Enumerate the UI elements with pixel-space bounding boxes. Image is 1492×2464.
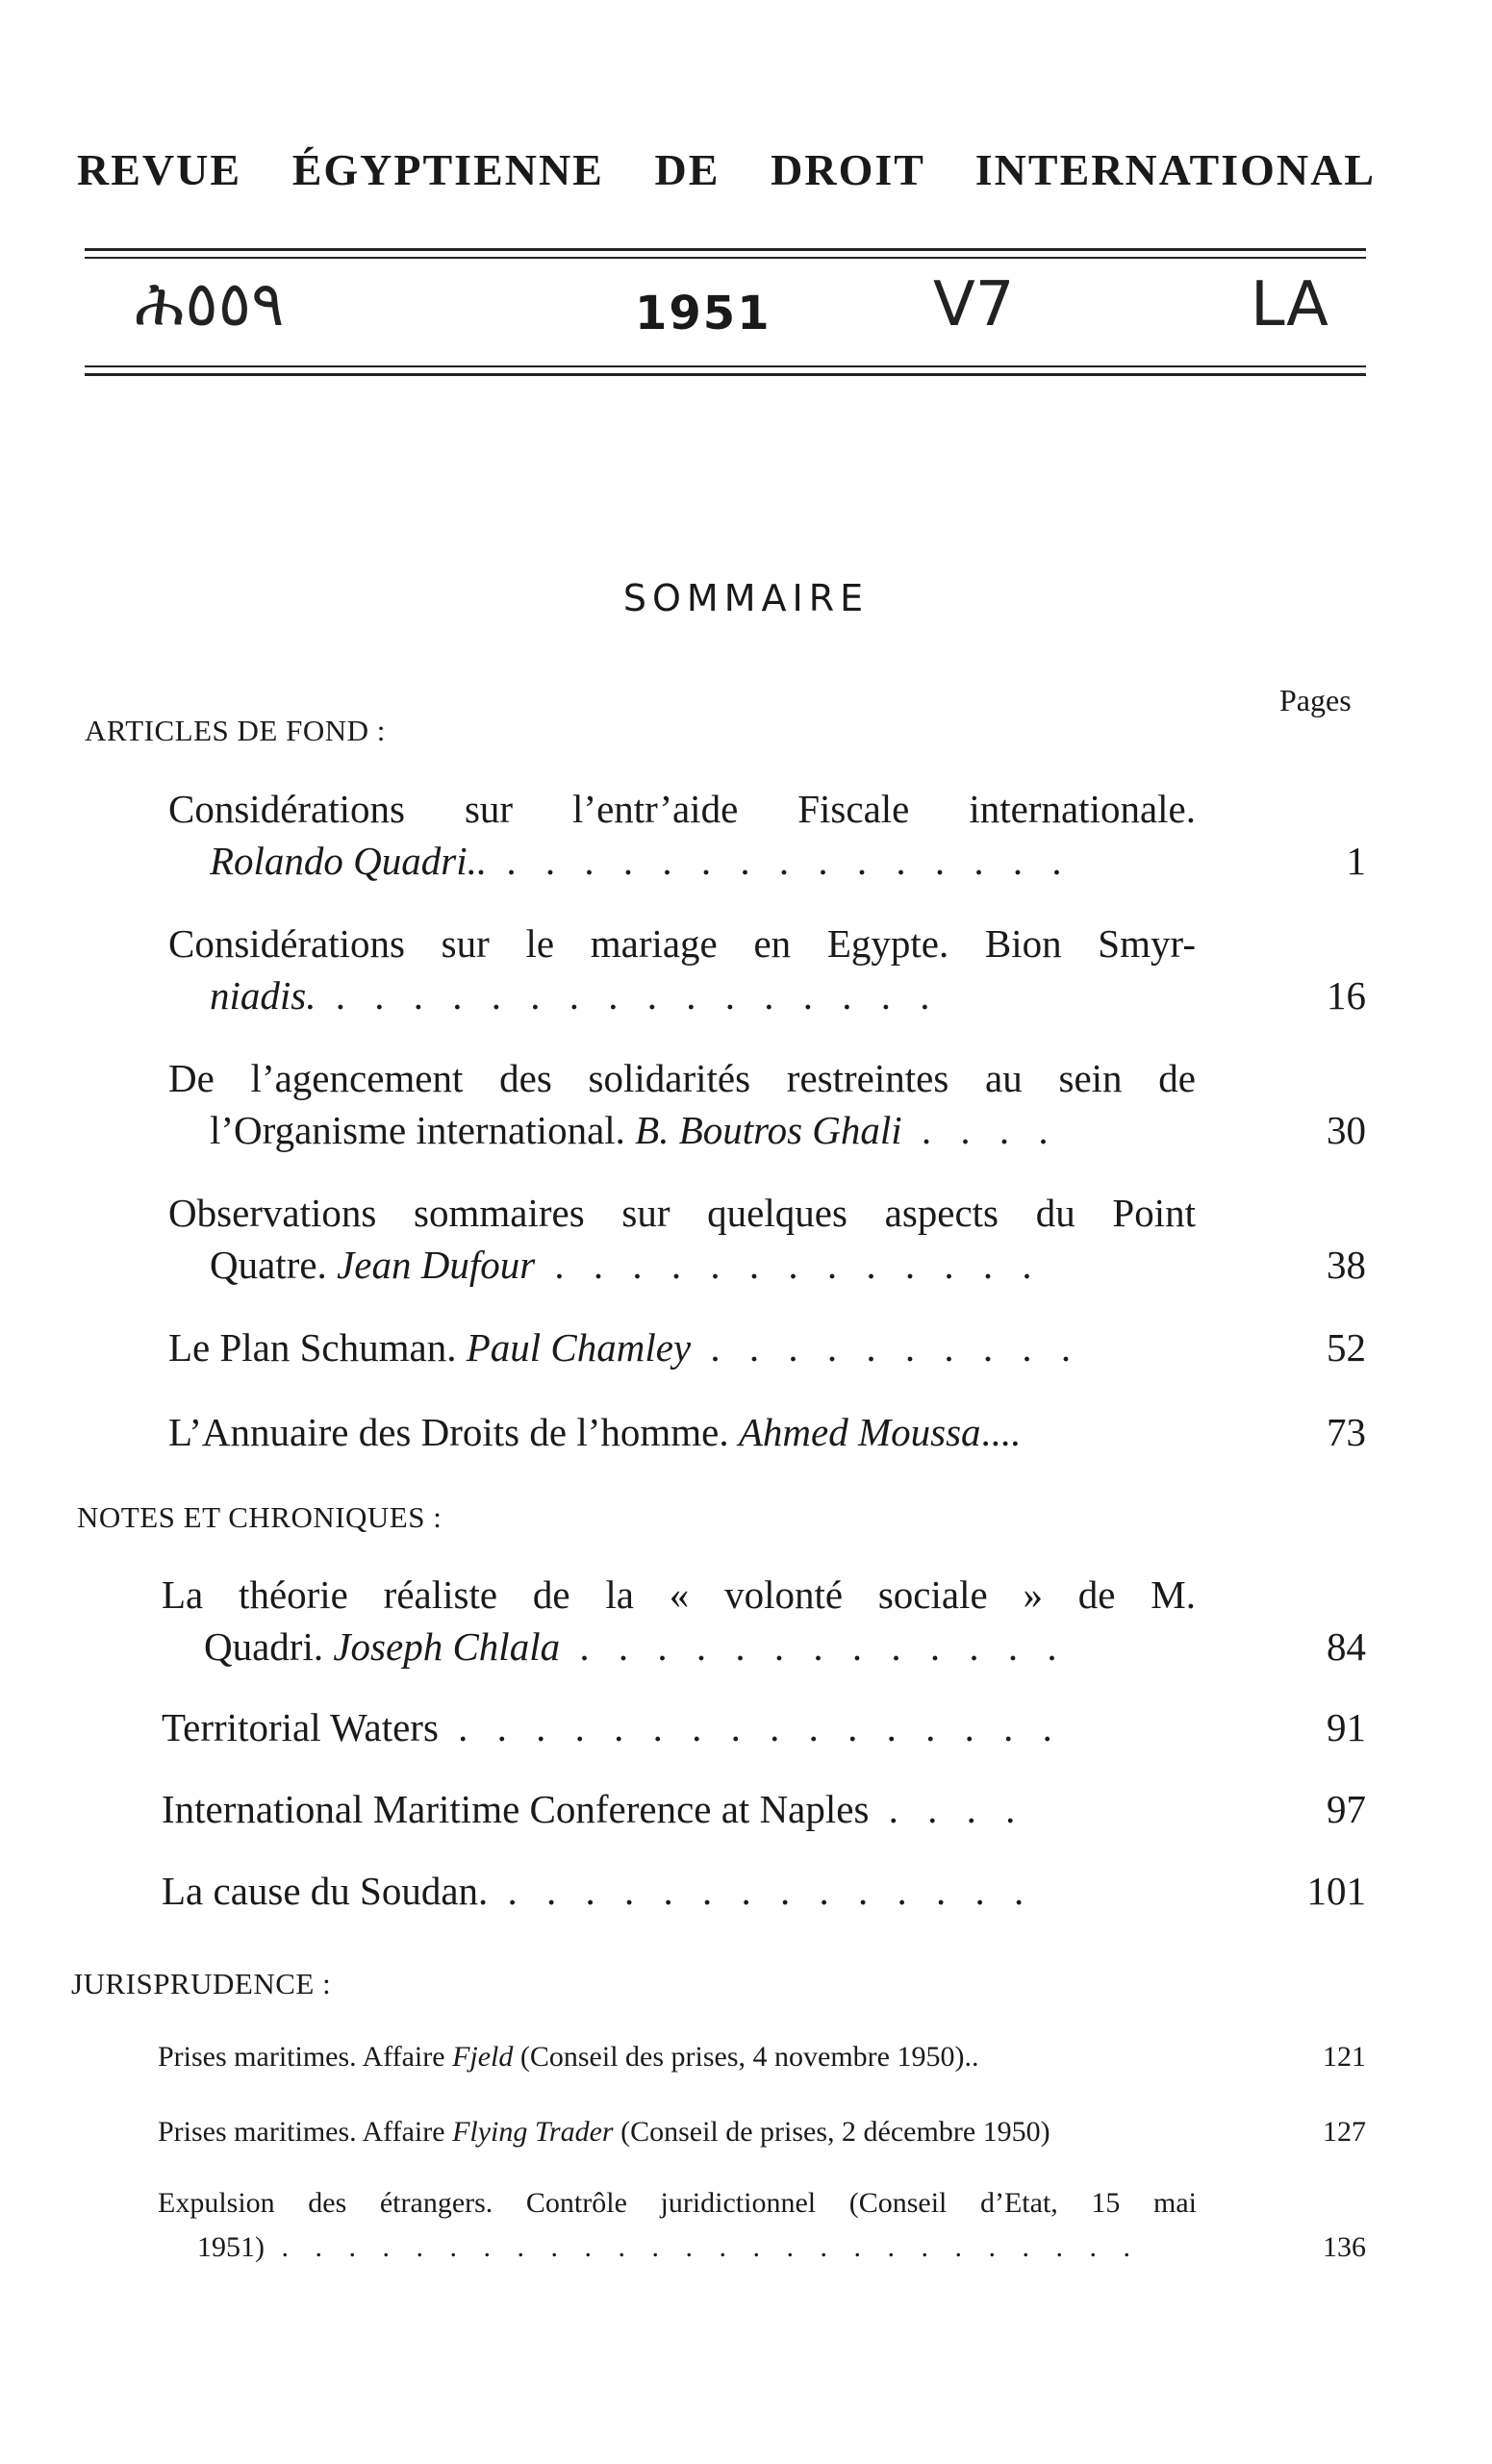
entry-title: Observations sommaires sur quelques aspects du Point (168, 1191, 1196, 1235)
entry-title-text: Territorial Waters (162, 1705, 439, 1749)
entry-title-continued: l’Organisme international. (210, 1108, 636, 1152)
leader-dots: . . . . (869, 1787, 1025, 1831)
entry-page-number: 84 (1327, 1624, 1366, 1669)
case-name: Flying Trader (452, 2116, 614, 2148)
entry-title (158, 2112, 1206, 2152)
entry-title (162, 1866, 1196, 1916)
leader-dots: . . . . . . . . . . . . . . . . (316, 973, 940, 1018)
summary-title: SOMMAIRE (622, 577, 870, 619)
entry-title: Expulsion des étrangers. Contrôle juridictionnel (Conseil d’Etat, 15 mai (158, 2187, 1197, 2219)
entry-second-line (210, 970, 1196, 1020)
entry-second-line (210, 1105, 1196, 1155)
entry-title-continued: (Conseil de prises, 2 décembre 1950) (613, 2116, 1050, 2148)
entry-title-text: International Maritime Conference at Naples (162, 1787, 870, 1831)
entry-author: Ahmed Moussa (738, 1410, 981, 1454)
leader-dots: . . . . . . . . . . (691, 1325, 1081, 1370)
entry-title-text: Le Plan Schuman. (168, 1325, 467, 1370)
leader-dots: .... (980, 1410, 1021, 1454)
entry-author: Rolando Quadri.. (210, 839, 488, 883)
leader-dots: . . . . . . . . . . . . . . . (487, 839, 1072, 883)
leader-dots: . . . . (901, 1108, 1058, 1152)
section-articles-heading: ARTICLES DE FOND : (85, 714, 386, 747)
entry-page-number: 136 (1323, 2231, 1366, 2263)
entry-second-line (197, 2227, 1197, 2268)
entry-title (168, 1407, 1196, 1457)
entry-page-number: 91 (1327, 1705, 1366, 1749)
entry-title-continued: 1951) (197, 2231, 265, 2263)
entry-author: Jean Dufour (337, 1243, 536, 1287)
case-name: Fjeld (452, 2041, 514, 2073)
handwritten-note-volume: V7 (933, 269, 1015, 340)
entry-page-number: 121 (1323, 2041, 1366, 2073)
entry-author: B. Boutros Ghali (635, 1108, 902, 1152)
entry-title: Considérations sur l’entr’aide Fiscale internationale. (168, 787, 1196, 831)
entry-title: Considérations sur le mariage en Egypte. Bion Smyr- (168, 921, 1196, 966)
entry-title-text: Prises maritimes. Affaire (158, 2116, 453, 2148)
entry-title (158, 2037, 1206, 2077)
handwritten-note-right: LA (1251, 269, 1328, 340)
handwritten-note-left: ሕ٥٥٩ (135, 269, 285, 340)
entry-page-number: 30 (1327, 1108, 1366, 1152)
header-rule-top (85, 248, 1366, 251)
issue-year: 1951 (635, 287, 771, 340)
leader-dots: . . . . . . . . . . . . . (535, 1243, 1042, 1287)
entry-page-number: 38 (1327, 1243, 1366, 1287)
entry-second-line (210, 1240, 1196, 1290)
entry-page-number: 1 (1346, 839, 1366, 883)
journal-title: REVUE ÉGYPTIENNE DE DROIT INTERNATIONAL (77, 145, 1376, 194)
entry-title: La théorie réaliste de la « volonté sociale » de M. (162, 1572, 1196, 1617)
entry-page-number: 127 (1323, 2116, 1366, 2148)
entry-title-continued: Quadri. (204, 1624, 334, 1669)
leader-dots: . . . . . . . . . . . . . . . . . . . . . . . . . . (265, 2231, 1140, 2263)
entry-page-number: 101 (1306, 1869, 1366, 1913)
entry-title-text: Prises maritimes. Affaire (158, 2041, 453, 2073)
leader-dots: . . . . . . . . . . . . . . (488, 1869, 1034, 1913)
entry-title-text: L’Annuaire des Droits de l’homme. (168, 1410, 739, 1454)
entry-title-continued: (Conseil des prises, 4 novembre 1950).. (513, 2041, 979, 2073)
pages-column-label: Pages (1279, 683, 1352, 717)
entry-title (162, 1784, 1196, 1834)
entry-title-text: La cause du Soudan. (162, 1869, 489, 1913)
entry-author: niadis. (210, 973, 316, 1018)
leader-dots: . . . . . . . . . . . . . (560, 1624, 1067, 1669)
entry-author: Paul Chamley (466, 1325, 692, 1370)
header-rule-bottom-thin (85, 365, 1366, 367)
entry-page-number: 73 (1327, 1410, 1366, 1454)
entry-title-continued: Quatre. (210, 1243, 338, 1287)
entry-title (168, 1322, 1196, 1372)
header-rule-bottom (85, 373, 1366, 376)
entry-author: Joseph Chlala (333, 1624, 561, 1669)
entry-page-number: 16 (1327, 973, 1366, 1018)
entry-second-line (210, 836, 1196, 886)
entry-title: De l’agencement des solidarités restreintes au sein de (168, 1056, 1196, 1100)
header-rule-top-thin (85, 257, 1366, 259)
entry-page-number: 97 (1327, 1787, 1366, 1831)
leader-dots: . . . . . . . . . . . . . . . . (438, 1705, 1062, 1749)
section-notes-heading: NOTES ET CHRONIQUES : (77, 1500, 443, 1534)
entry-title (162, 1702, 1196, 1752)
section-jurisprudence-heading: JURISPRUDENCE : (71, 1967, 332, 2000)
entry-page-number: 52 (1327, 1325, 1366, 1370)
entry-second-line (204, 1622, 1196, 1672)
